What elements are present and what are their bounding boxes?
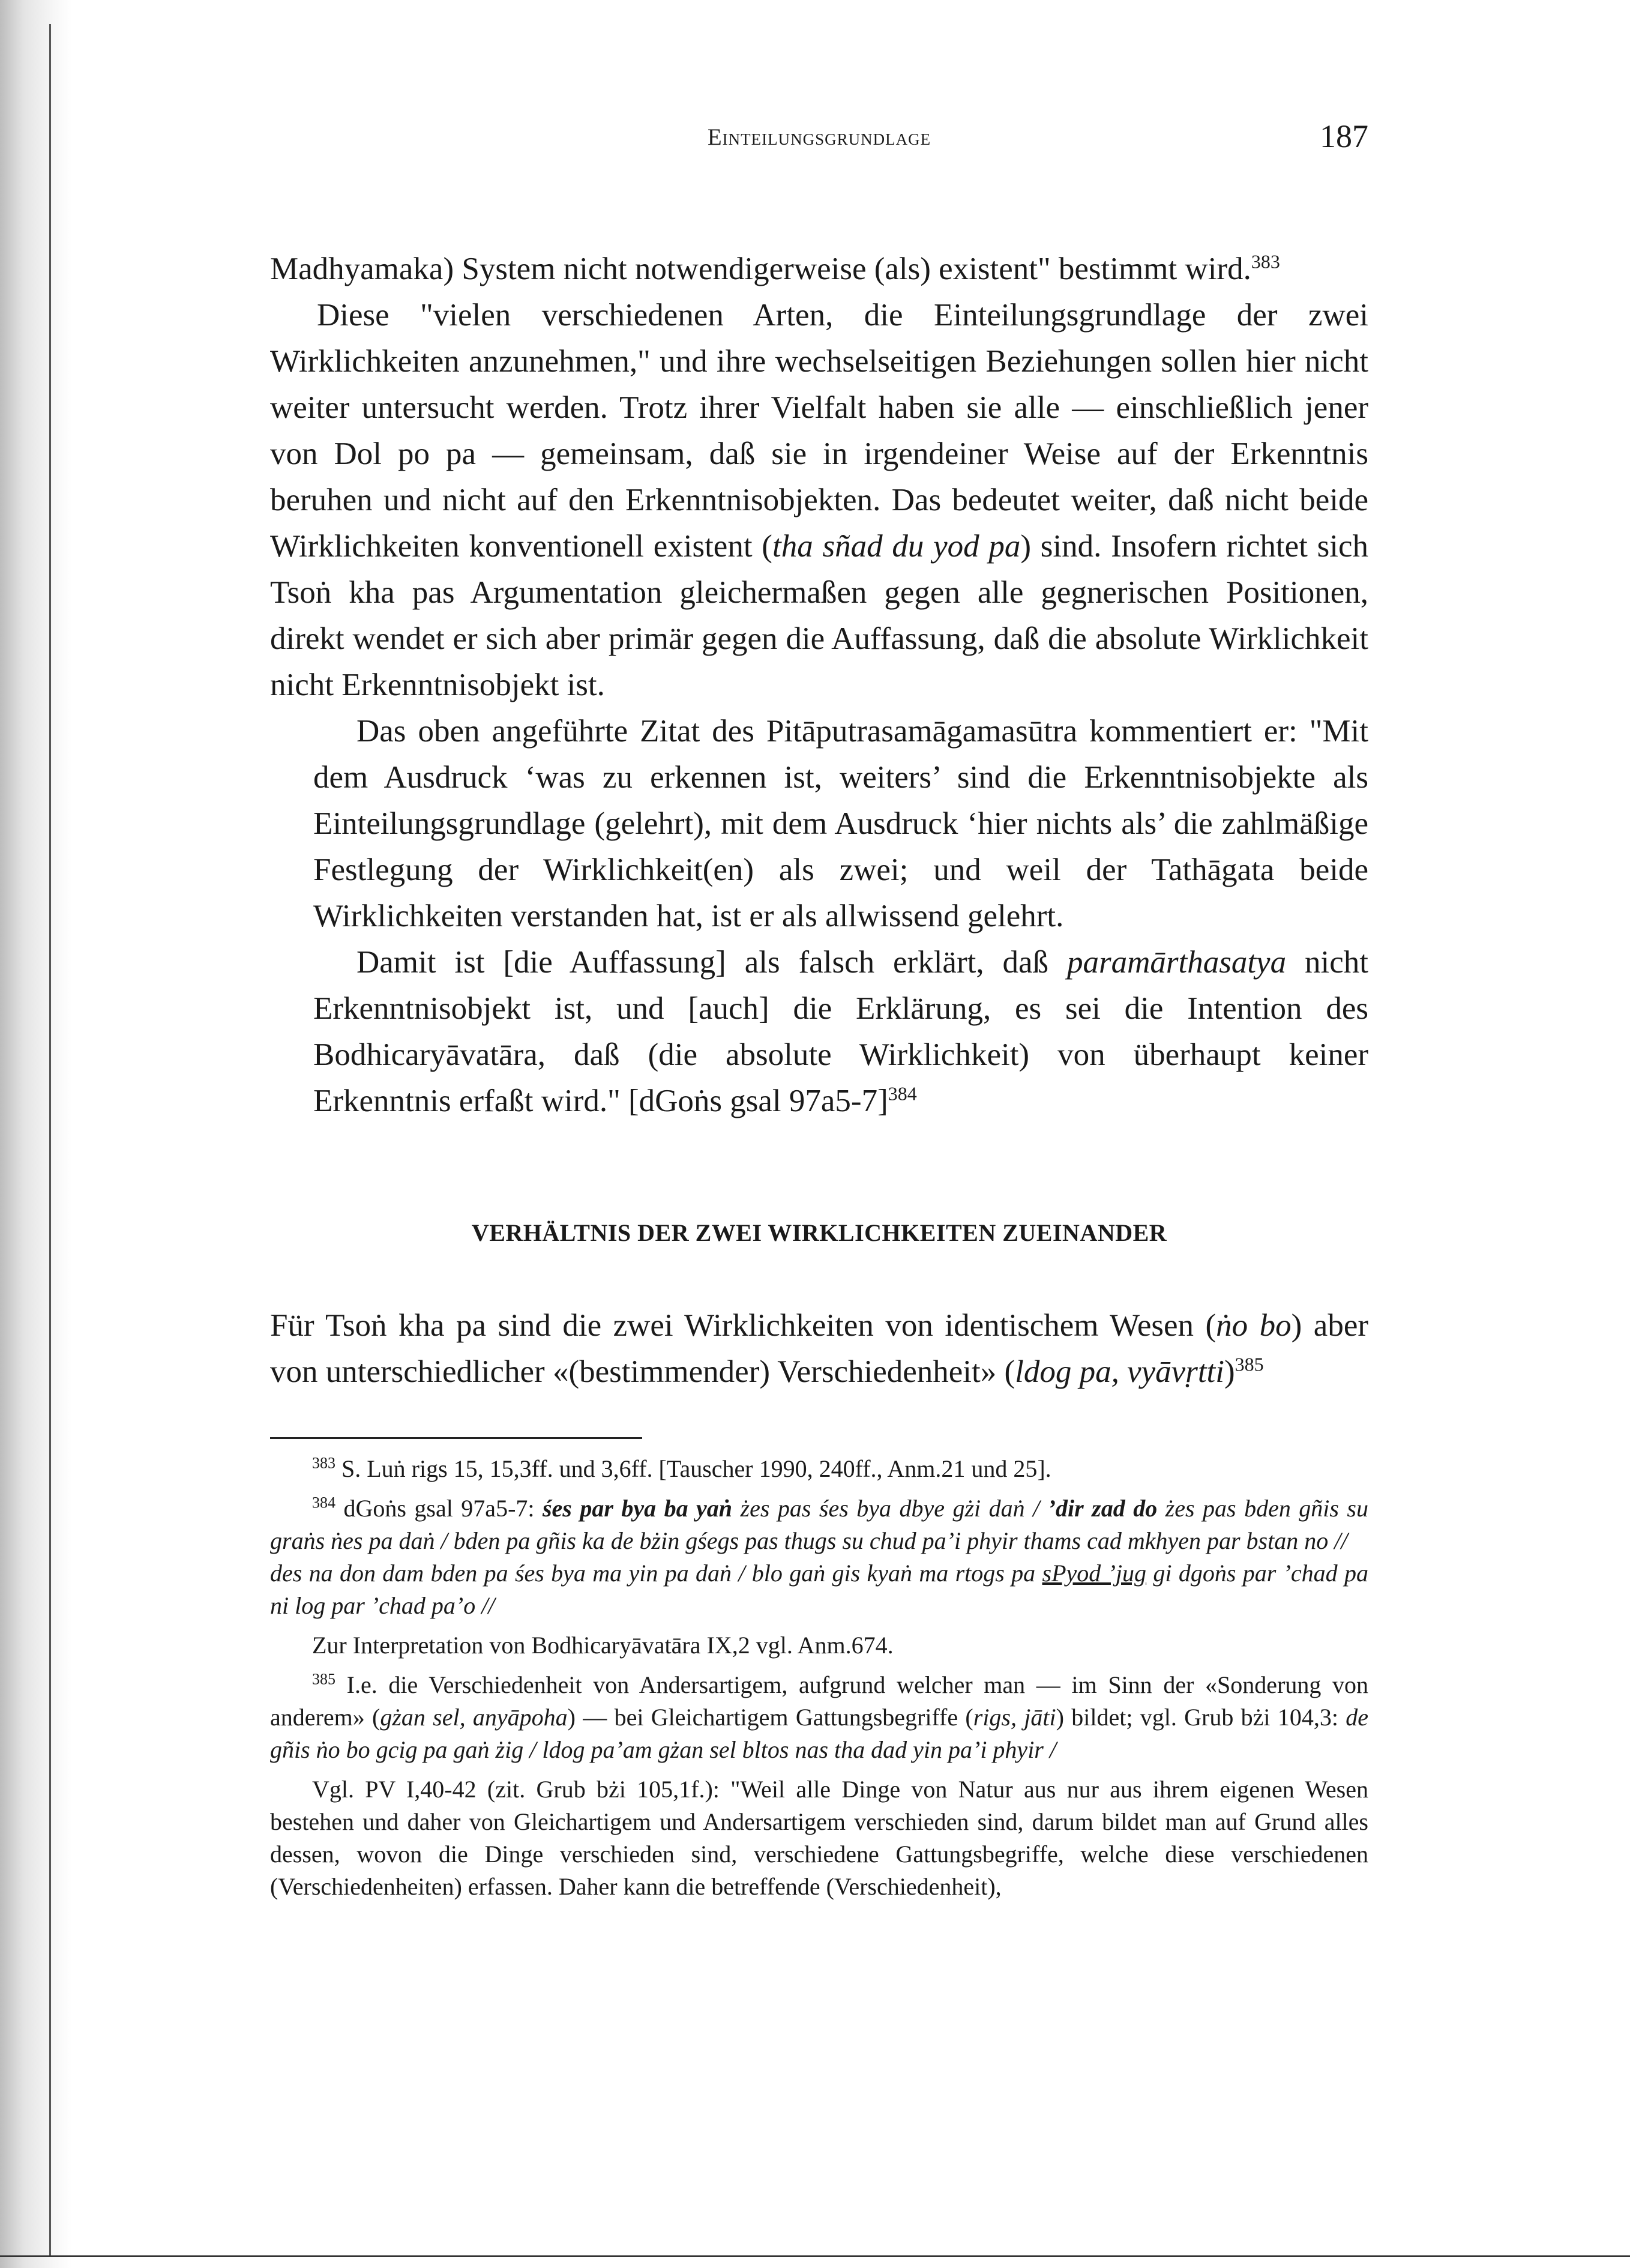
- footnote-ref-383[interactable]: 383: [1251, 250, 1280, 273]
- tibetan-term: tha sñad du yod pa: [772, 529, 1021, 564]
- spine-edge-line: [49, 24, 51, 2257]
- footnote-383: $^{383}$ S. Luṅ rigs 15, 15,3ff. und 3,6ff. [Tauscher 1990, 240ff., Anm.21 und 25].: [312, 1454, 1051, 1482]
- page-number: 187: [1320, 118, 1368, 154]
- running-head: Einteilungsgrundlage: [707, 124, 931, 150]
- paragraph-1: Madhyamaka) System nicht notwendigerweise (als) existent" bestimmt wird.$^{383}$: [270, 250, 1280, 286]
- main-text-section-1: [270, 246, 1368, 1124]
- paragraph-2: Diese "vielen verschiedenen Arten, die Einteilungsgrundlage der zwei Wirklichkeiten anzunehmen," und ihre wechselseitigen Beziehungen sollen hier nicht weiter untersucht werden. Trotz ihrer Vielfalt haben sie alle — einschließlich jener von Dol po pa — gemeinsam, daß sie in irgendeiner Weise auf der Erkenntnis beruhen und nicht auf den Erkenntnisobjekten. Das bedeutet weiter, daß nicht beide Wirklichkeiten konventionell existent (tha sñad du yod pa) sind. Insofern richtet sich Tsoṅ kha pas Argumentation gleichermaßen gegen alle gegnerischen Positionen, direkt wendet er sich aber primär gegen die Auffassung, daß die absolute Wirklichkeit nicht Erkenntnisobjekt ist.: [270, 298, 1368, 702]
- book-spine-shadow: [0, 0, 72, 2268]
- footnote-384-line-2: des na don dam bden pa śes bya ma yin pa daṅ / blo gaṅ gis kyaṅ ma rtogs pa sPyod ’jug gi dgoṅs par ’chad pa ni log par ’chad pa’o //: [270, 1560, 1369, 1619]
- sanskrit-term: paramārthasatya: [1066, 945, 1287, 980]
- section-heading: VERHÄLTNIS DER ZWEI WIRKLICHKEITEN ZUEINANDER: [471, 1219, 1167, 1246]
- tibetan-sanskrit-term: ldog pa, vyāvṛtti: [1015, 1354, 1225, 1389]
- footnote-385-line-2: Vgl. PV I,40-42 (zit. Grub bżi 105,1f.): "Weil alle Dinge von Natur aus nur aus ihrem eigenen Wesen bestehen und daher von Gleichartigem und Andersartigem verschieden sind, darum bildet man auf Grund alles dessen, wovon die Dinge verschieden sind, verschiedene Gattungsbegriffe, welche diese verschiedenen (Verschiedenheiten) erfassen. Daher kann die betreffende (Verschiedenheit),: [270, 1776, 1368, 1900]
- footnote-ref-384[interactable]: 384: [888, 1082, 917, 1105]
- tibetan-term: ṅo bo: [1216, 1308, 1292, 1343]
- page-header: [270, 118, 1368, 166]
- paragraph-5: Für Tsoṅ kha pa sind die zwei Wirklichkeiten von identischem Wesen (ṅo bo) aber von unterschiedlicher «(bestimmender) Verschiedenheit» (ldog pa, vyāvṛtti)$^{385}$: [270, 1308, 1368, 1389]
- scan-bottom-edge: [0, 2255, 1630, 2257]
- footnote-385: $^{385}$ I.e. die Verschiedenheit von Andersartigem, aufgrund welcher man — im Sinn der «Sonderung von anderem» (gżan sel, anyāpoha) — bei Gleichartigem Gattungsbegriffe (rigs, jāti) bildet; vgl. Grub bżi 104,3: de gñis ṅo bo gcig pa gaṅ żig / ldog pa’am gżan sel bltos nas tha dad yin pa’i phyir /: [270, 1670, 1369, 1763]
- footnote-separator: [270, 1437, 642, 1439]
- footnote-384-line-3: Zur Interpretation von Bodhicaryāvatāra IX,2 vgl. Anm.674.: [312, 1632, 894, 1659]
- paragraph-4-quote: Damit ist [die Auffassung] als falsch erklärt, daß paramārthasatya nicht Erkenntnisobjekt ist, und [auch] die Erklärung, es sei die Intention des Bodhicaryāvatāra, daß (die absolute Wirklichkeit) von überhaupt keiner Erkenntnis erfaßt wird." [dGoṅs gsal 97a5-7]$^{384}$: [313, 945, 1368, 1118]
- paragraph-3-quote: Das oben angeführte Zitat des Pitāputrasamāgamasūtra kommentiert er: "Mit dem Ausdruck ‘was zu erkennen ist, weiters’ sind die Erkenntnisobjekte als Einteilungsgrundlage (gelehrt), mit dem Ausdruck ‘hier nichts als’ die zahlmäßige Festlegung der Wirklichkeit(en) als zwei; und weil der Tathāgata beide Wirklichkeiten verstanden hat, ist er als allwissend gelehrt.: [313, 714, 1368, 933]
- main-text-section-2: [270, 1303, 1368, 1395]
- footnote-384: $^{384}$ dGoṅs gsal 97a5-7: śes par bya ba yaṅ żes pas śes bya dbye gżi daṅ / ’dir zad do żes pas bden gñis su graṅs ṅes pa daṅ / bden pa gñis ka de bżin gśegs pas thugs su chud pa’i phyir thams cad mkhyen par bstan no //: [270, 1494, 1369, 1554]
- footnotes: [270, 1453, 1368, 1910]
- footnote-ref-385[interactable]: 385: [1235, 1353, 1264, 1375]
